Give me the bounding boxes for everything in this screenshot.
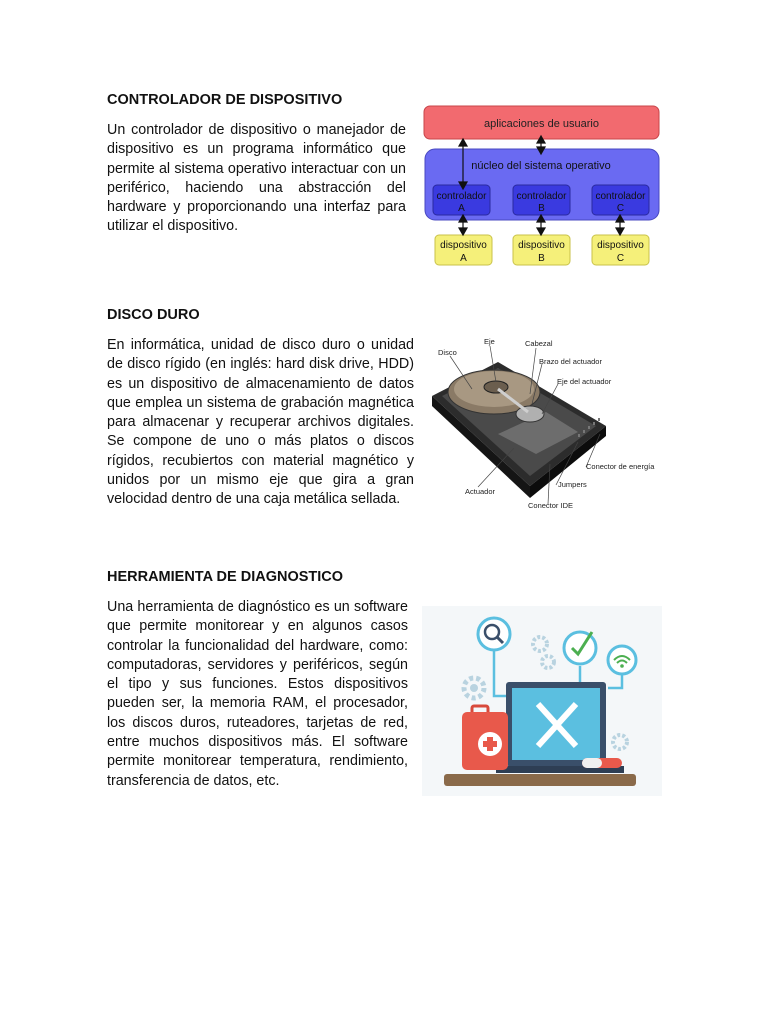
hdd-label-eje-actuador: Eje del actuador — [557, 377, 612, 386]
gear-icon — [464, 678, 484, 698]
device-b-label: dispositivo — [518, 240, 565, 251]
device-c-label: dispositivo — [597, 240, 644, 251]
diagnostic-tool-illustration — [422, 606, 662, 796]
paragraph-herramienta: Una herramienta de diagnóstico es un software que permite monitorear y en algunos casos controlar la funcionalidad del hardware, como: computadoras, servidores y periféricos, según el tipo y sus funciones. Estos dispositivos pueden ser, la memoria RAM, el procesador, los discos duros, ruteadores, tarjetas de red, entre muchos dispositivos más. El software permite monitorear temperatura, rendimiento, transferencia de datos, etc. — [107, 599, 408, 789]
kernel-label: núcleo del sistema operativo — [471, 160, 611, 172]
heading-herramienta: HERRAMIENTA DE DIAGNOSTICO — [107, 569, 344, 585]
controller-b-label: controlador — [516, 191, 567, 202]
hdd-label-actuador: Actuador — [465, 487, 496, 496]
hdd-label-brazo: Brazo del actuador — [539, 357, 602, 366]
device-b-letter: B — [538, 253, 545, 264]
driver-diagram — [422, 104, 662, 268]
wifi-icon — [608, 646, 636, 674]
hdd-actuator-axis — [516, 406, 544, 422]
hdd-spindle — [484, 381, 508, 393]
desk-surface — [444, 774, 636, 786]
device-a — [435, 235, 492, 265]
heading-controlador: CONTROLADOR DE DISPOSITIVO — [107, 92, 343, 108]
check-icon — [564, 632, 596, 664]
controller-c-label: controlador — [595, 191, 646, 202]
controller-c-letter: C — [616, 203, 625, 214]
hdd-label-disco: Disco — [438, 348, 457, 357]
controller-a-letter: A — [458, 203, 465, 214]
controller-a-label: controlador — [436, 191, 487, 202]
controller-b — [513, 185, 570, 215]
hdd-label-eje: Eje — [484, 337, 495, 346]
heading-disco-duro: DISCO DURO — [107, 307, 200, 323]
device-c — [592, 235, 649, 265]
device-b — [513, 235, 570, 265]
hdd-label-cabezal: Cabezal — [525, 339, 553, 348]
device-a-label: dispositivo — [440, 240, 487, 251]
paragraph-controlador: Un controlador de dispositivo o manejador de dispositivo es un programa informático que permite al sistema operativo interactuar con un periférico, haciendo una abstracción del hardware y proporcionando una interfaz para utilizar el dispositivo. — [107, 122, 406, 235]
search-icon — [478, 618, 510, 650]
paragraph-disco-duro: En informática, unidad de disco duro o unidad de disco rígido (en inglés: hard disk drive, HDD) es un dispositivo de almacenamiento de datos que emplea un sistema de grabación magnética para almacenar y recuperar archivos digitales. Se compone de uno o más platos o discos rígidos, recubiertos con material magnético y unidos por un mismo eje que gira a gran velocidad dentro de una caja metálica sellada. — [107, 337, 414, 508]
hdd-label-conector-energia: Conector de energía — [586, 462, 655, 471]
apps-label: aplicaciones de usuario — [484, 118, 599, 130]
device-c-letter: C — [616, 253, 625, 264]
controller-c — [592, 185, 649, 215]
controller-a — [433, 185, 490, 215]
first-aid-icon — [462, 706, 508, 770]
device-a-letter: A — [460, 253, 467, 264]
controller-b-letter: B — [538, 203, 545, 214]
pill-icon — [582, 758, 622, 768]
hdd-illustration — [428, 334, 664, 514]
hdd-label-jumpers: Jumpers — [558, 480, 587, 489]
hdd-label-conector-ide: Conector IDE — [528, 501, 574, 510]
